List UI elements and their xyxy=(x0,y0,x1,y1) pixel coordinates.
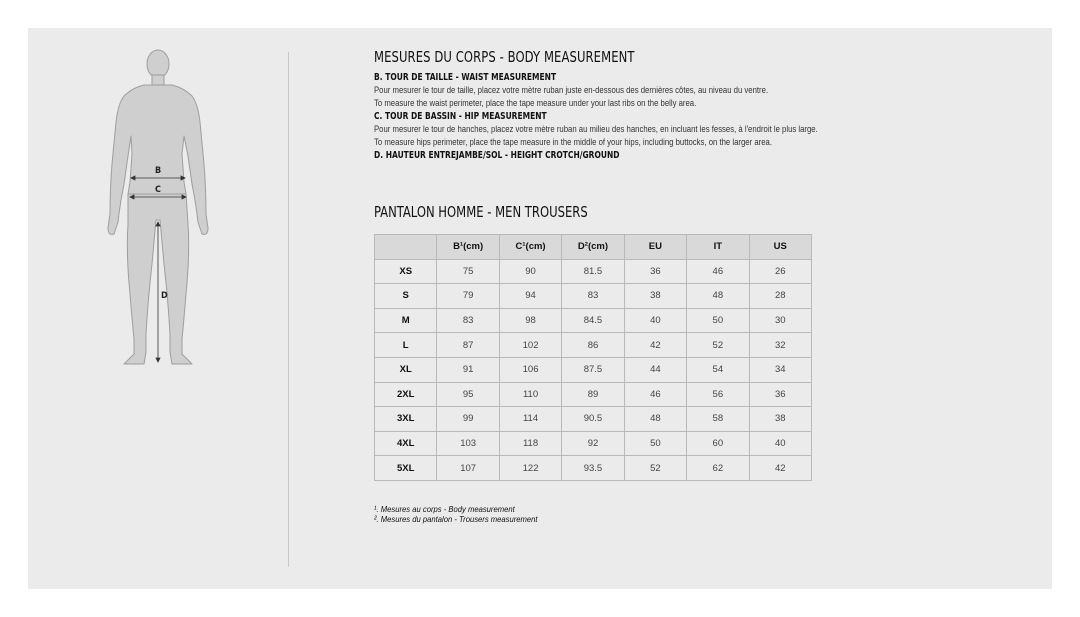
table-row xyxy=(375,259,812,284)
table-cell: 30 xyxy=(749,308,811,333)
table-cell: 98 xyxy=(499,308,561,333)
table-row xyxy=(375,382,812,407)
body-measurement-section xyxy=(374,48,1014,162)
table-cell: 60 xyxy=(687,431,749,456)
hip-text-fr: Pour mesurer le tour de hanches, placez votre mètre ruban au milieu des hanches, en incluant les fesses, à l'endroit le plus large. xyxy=(374,124,818,134)
table-row xyxy=(375,333,812,358)
table-cell: 86 xyxy=(562,333,624,358)
table-row xyxy=(375,456,812,481)
size-cell: L xyxy=(375,333,437,358)
table-cell: 92 xyxy=(562,431,624,456)
table-cell: 90 xyxy=(499,259,561,284)
header-cell: D²(cm) xyxy=(562,235,624,260)
table-cell: 44 xyxy=(624,357,686,382)
vertical-divider xyxy=(288,52,289,567)
table-cell: 103 xyxy=(437,431,499,456)
table-cell: 54 xyxy=(687,357,749,382)
header-cell: B¹(cm) xyxy=(437,235,499,260)
table-cell: 89 xyxy=(562,382,624,407)
header-cell: C¹(cm) xyxy=(499,235,561,260)
table-cell: 62 xyxy=(687,456,749,481)
table-cell: 114 xyxy=(499,407,561,432)
footnote-2: ². Mesures du pantalon - Trousers measurement xyxy=(374,514,538,524)
table-cell: 26 xyxy=(749,259,811,284)
table-cell: 38 xyxy=(624,284,686,309)
table-cell: 110 xyxy=(499,382,561,407)
table-cell: 40 xyxy=(624,308,686,333)
footnote-1: ¹. Mesures au corps - Body measurement xyxy=(374,504,515,514)
size-cell: XS xyxy=(375,259,437,284)
size-table-header-row xyxy=(375,235,812,260)
table-row xyxy=(375,308,812,333)
table-cell: 84.5 xyxy=(562,308,624,333)
hip-title: C. TOUR DE BASSIN - HIP MEASUREMENT xyxy=(374,111,547,122)
table-cell: 75 xyxy=(437,259,499,284)
waist-text-fr: Pour mesurer le tour de taille, placez votre mètre ruban juste en-dessous des dernières côtes, au niveau du ventre. xyxy=(374,85,769,95)
size-cell: 2XL xyxy=(375,382,437,407)
table-cell: 118 xyxy=(499,431,561,456)
table-cell: 28 xyxy=(749,284,811,309)
label-b: B xyxy=(155,166,162,176)
table-cell: 93.5 xyxy=(562,456,624,481)
table-row xyxy=(375,284,812,309)
table-cell: 91 xyxy=(437,357,499,382)
size-cell: M xyxy=(375,308,437,333)
table-cell: 56 xyxy=(687,382,749,407)
table-cell: 83 xyxy=(437,308,499,333)
table-cell: 50 xyxy=(624,431,686,456)
table-cell: 90.5 xyxy=(562,407,624,432)
body-silhouette-icon xyxy=(100,44,220,374)
table-cell: 102 xyxy=(499,333,561,358)
table-cell: 52 xyxy=(624,456,686,481)
size-cell: S xyxy=(375,284,437,309)
table-cell: 38 xyxy=(749,407,811,432)
size-cell: 5XL xyxy=(375,456,437,481)
trousers-table-title: PANTALON HOMME - MEN TROUSERS xyxy=(374,203,588,221)
header-cell xyxy=(375,235,437,260)
table-row xyxy=(375,407,812,432)
size-cell: 4XL xyxy=(375,431,437,456)
label-d: D xyxy=(161,291,168,301)
table-cell: 52 xyxy=(687,333,749,358)
hip-text-en: To measure hips perimeter, place the tape measure in the middle of your hips, including buttocks, on the larger area. xyxy=(374,136,772,147)
size-table xyxy=(374,234,812,481)
table-cell: 122 xyxy=(499,456,561,481)
body-figure xyxy=(100,44,220,374)
table-cell: 87.5 xyxy=(562,357,624,382)
table-row xyxy=(375,357,812,382)
table-cell: 107 xyxy=(437,456,499,481)
waist-text-en: To measure the waist perimeter, place the tape measure under your last ribs on the belly area. xyxy=(374,97,697,108)
header-cell: US xyxy=(749,235,811,260)
table-cell: 46 xyxy=(624,382,686,407)
table-cell: 42 xyxy=(749,456,811,481)
waist-title: B. TOUR DE TAILLE - WAIST MEASUREMENT xyxy=(374,72,557,83)
header-cell: EU xyxy=(624,235,686,260)
table-cell: 95 xyxy=(437,382,499,407)
table-cell: 46 xyxy=(687,259,749,284)
body-measurement-title: MESURES DU CORPS - BODY MEASUREMENT xyxy=(374,48,635,66)
table-cell: 32 xyxy=(749,333,811,358)
size-cell: 3XL xyxy=(375,407,437,432)
table-cell: 106 xyxy=(499,357,561,382)
footnotes xyxy=(374,504,556,524)
table-cell: 36 xyxy=(624,259,686,284)
table-row xyxy=(375,431,812,456)
table-cell: 94 xyxy=(499,284,561,309)
table-cell: 48 xyxy=(624,407,686,432)
size-cell: XL xyxy=(375,357,437,382)
table-cell: 79 xyxy=(437,284,499,309)
table-cell: 99 xyxy=(437,407,499,432)
table-cell: 58 xyxy=(687,407,749,432)
table-cell: 87 xyxy=(437,333,499,358)
label-c: C xyxy=(155,185,161,195)
table-cell: 42 xyxy=(624,333,686,358)
header-cell: IT xyxy=(687,235,749,260)
table-cell: 50 xyxy=(687,308,749,333)
crotch-title: D. HAUTEUR ENTREJAMBE/SOL - HEIGHT CROTCH/GROUND xyxy=(374,150,620,161)
table-cell: 81.5 xyxy=(562,259,624,284)
table-cell: 34 xyxy=(749,357,811,382)
table-cell: 36 xyxy=(749,382,811,407)
table-cell: 40 xyxy=(749,431,811,456)
table-cell: 83 xyxy=(562,284,624,309)
table-cell: 48 xyxy=(687,284,749,309)
